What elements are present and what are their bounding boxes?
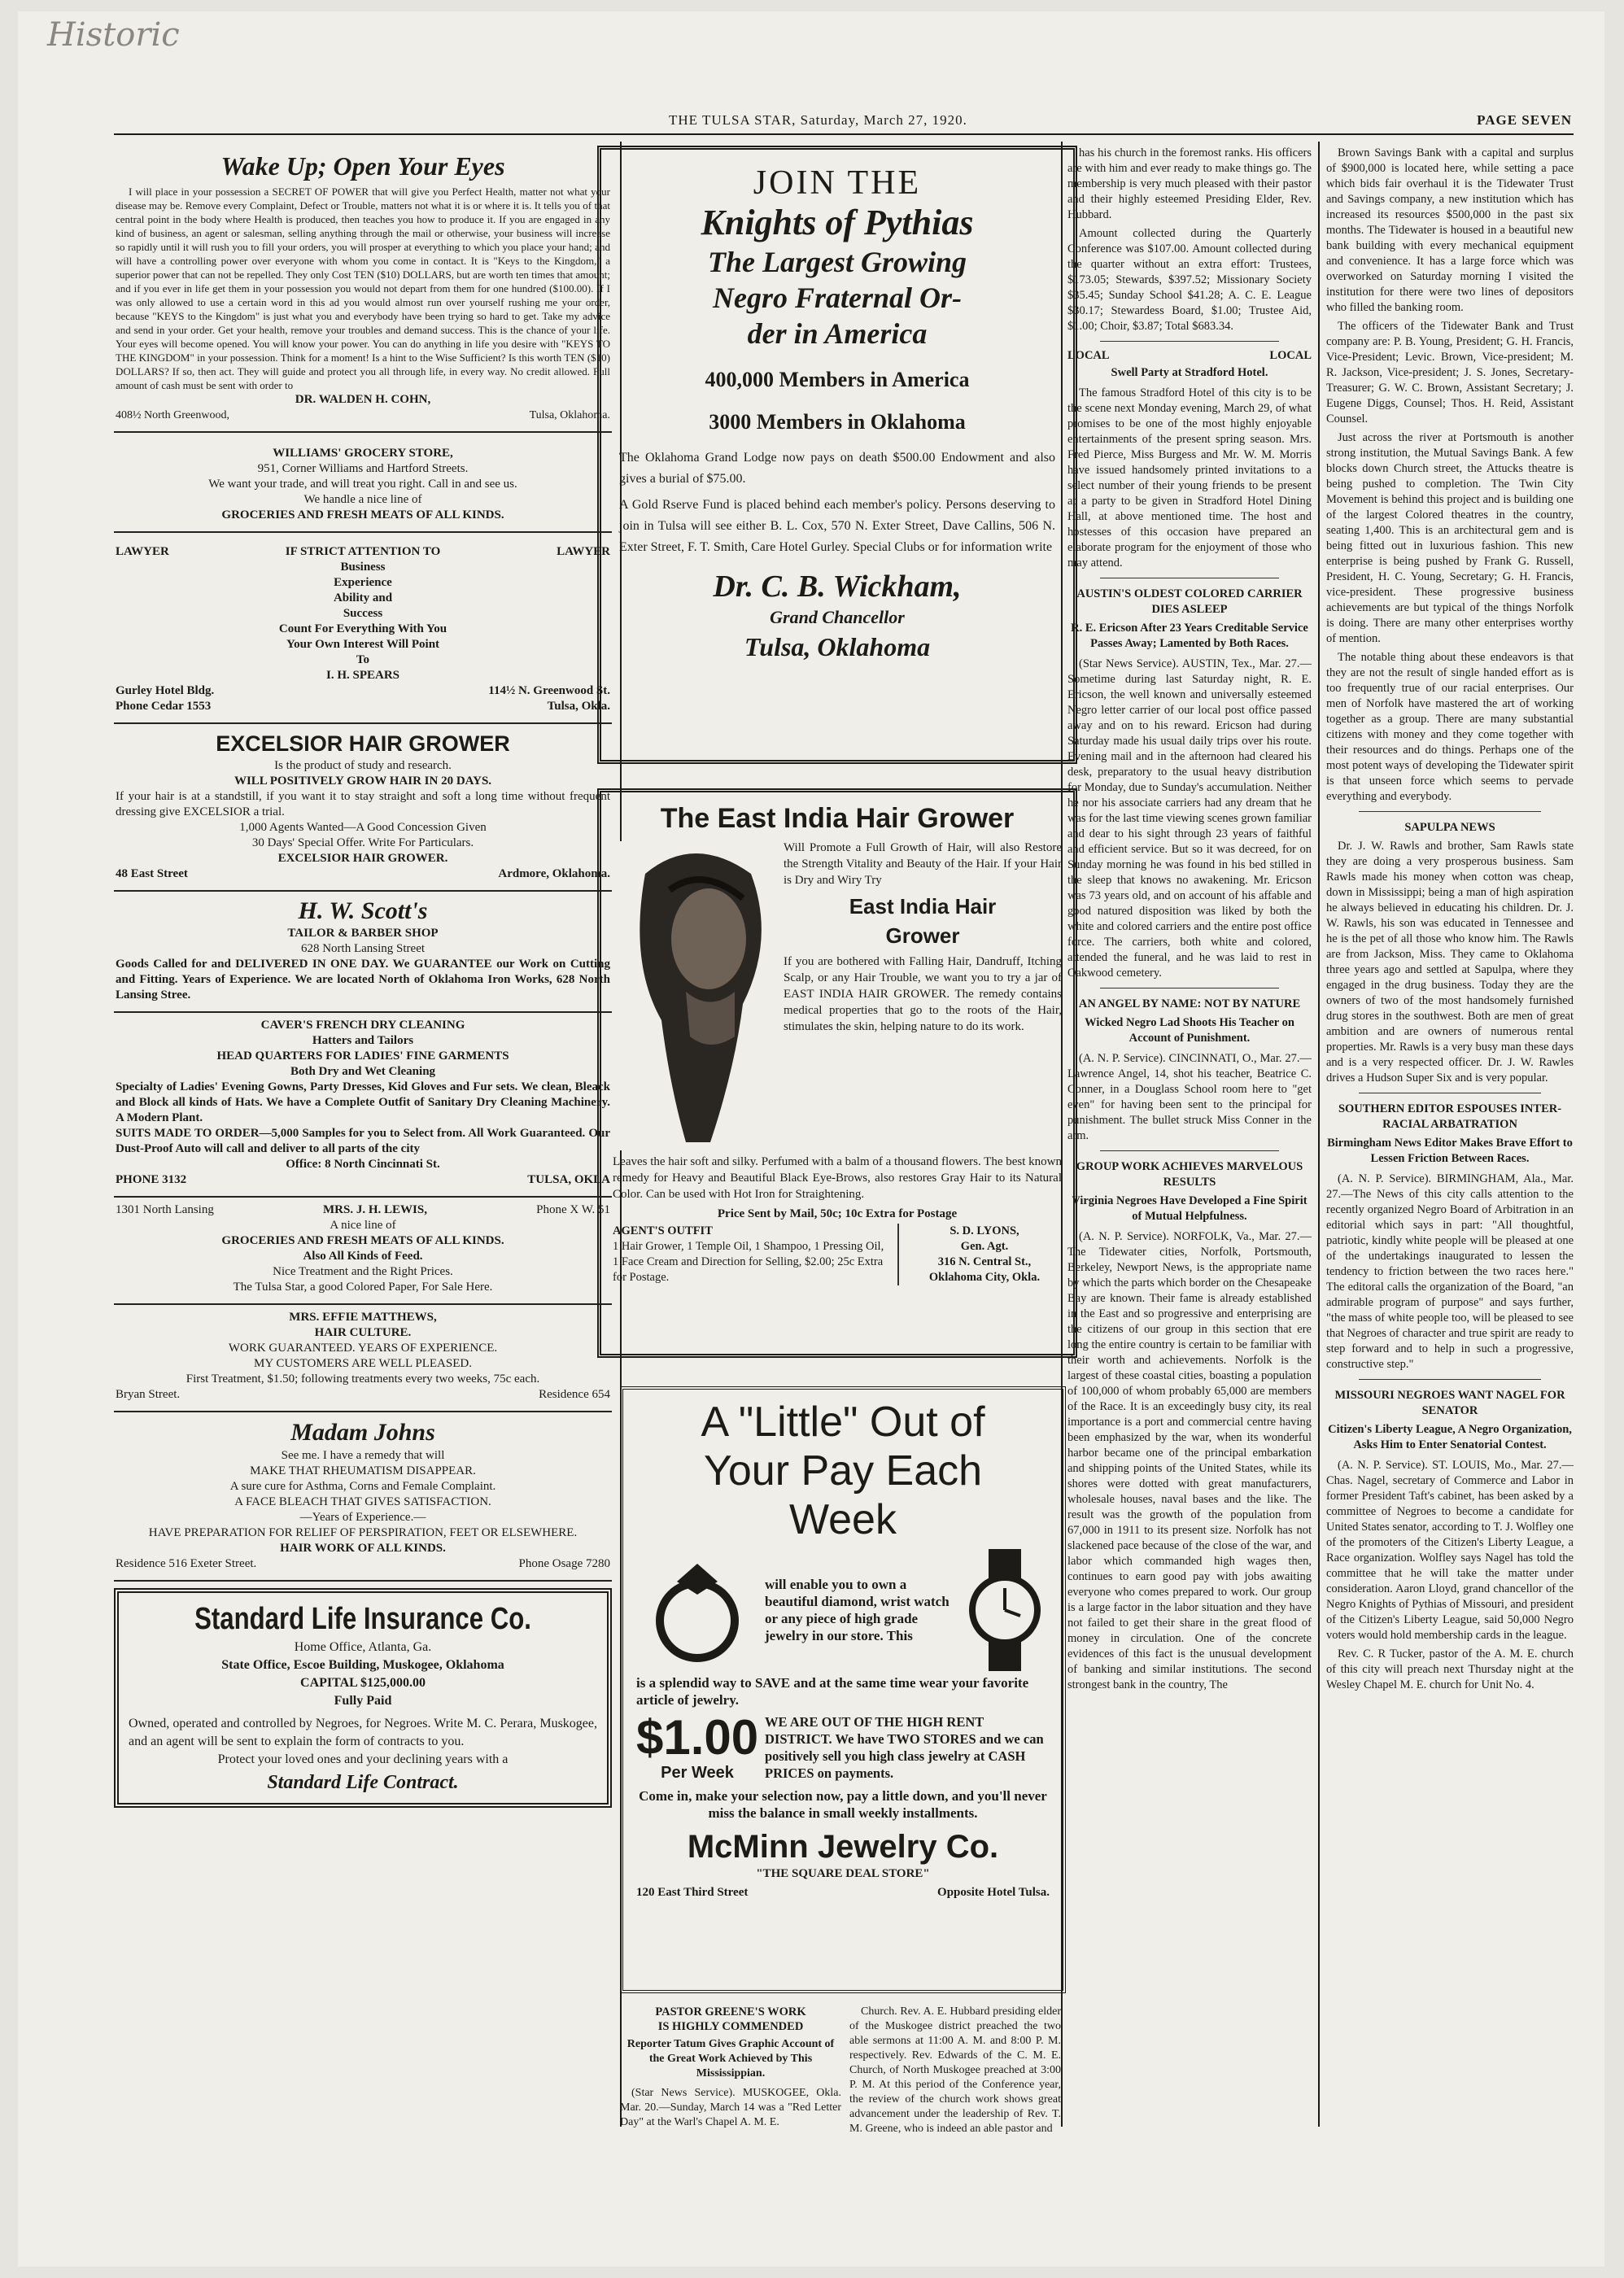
standard-line1: Home Office, Atlanta, Ga.: [294, 1640, 432, 1654]
agent-outfit-title: AGENT'S OUTFIT: [613, 1224, 713, 1237]
agent-street: 316 N. Central St.,: [937, 1255, 1032, 1268]
scott-sub: TAILOR & BARBER SHOP: [287, 927, 439, 940]
column-rule: [1318, 142, 1320, 2127]
pythias-line3: The Largest Growing: [707, 246, 967, 278]
east-india-body2: Leaves the hair soft and silky. Perfumed with a balm of a thousand flowers. The best known remedy for Heavy and Beautiful Black Eye-Brows, also restores Gray Hair to its Natural Color. Can be used with Hot Iron for Straightening.: [613, 1155, 1062, 1201]
scott-ad: [114, 892, 612, 1013]
mcminn-body: is a splendid way to SAVE and at the same time wear your favorite article of jewelry.: [636, 1675, 1029, 1708]
pythias-line1: JOIN THE: [753, 164, 922, 202]
lawyer-city: Tulsa, Okla.: [547, 700, 610, 713]
local-label-2: LOCAL: [1269, 349, 1312, 362]
east-india-sub1: East India Hair: [849, 894, 997, 919]
southern-sub: Birmingham News Editor Makes Brave Effort to Lessen Friction Between Races.: [1327, 1137, 1573, 1165]
matthews-ad: [114, 1305, 612, 1412]
pythias-body2: A Gold Rserve Fund is placed behind each member's policy. Persons deserving to join in Tulsa will see either B. L. Cox, 570 N. Exter Street, Dave Callins, 506 N. Exter Street, F. T. Smith, Care Hotel Gurley. Special Clubs or for information write: [619, 498, 1055, 554]
lawyer-line3: To: [356, 653, 370, 666]
mcminn-line3: Week: [789, 1496, 897, 1543]
mcminn-body2: Come in, make your selection now, pay a little down, and you'll never miss the balance in small weekly installments.: [639, 1788, 1047, 1821]
lawyer-line2: Your Own Interest Will Point: [286, 638, 440, 651]
mcminn-slogan: "THE SQUARE DEAL STORE": [756, 1867, 930, 1880]
excelsior-city: Ardmore, Oklahoma.: [498, 867, 610, 880]
standard-line3: CAPITAL $125,000.00: [300, 1676, 426, 1690]
group-sub: Virginia Negroes Have Developed a Fine Spirit of Mutual Helpfulness.: [1072, 1194, 1307, 1223]
johns-line1: See me. I have a remedy that will: [281, 1449, 445, 1462]
grocery-ad: [114, 433, 612, 533]
column-four: [1326, 146, 1574, 2114]
southern-head: SOUTHERN EDITOR ESPOUSES INTER-RACIAL ARBATRATION: [1338, 1102, 1562, 1131]
matthews-sub: HAIR CULTURE.: [314, 1326, 412, 1339]
standard-line4: Fully Paid: [334, 1694, 392, 1708]
lewis-line1: A nice line of: [330, 1219, 396, 1232]
caver-sub2: HEAD QUARTERS FOR LADIES' FINE GARMENTS: [216, 1050, 509, 1063]
east-india-ad: [597, 788, 1077, 1358]
caver-ad: [114, 1013, 612, 1198]
lawyer-line1: Count For Everything With You: [278, 622, 447, 635]
column-three: [1067, 146, 1312, 2114]
cohn-ad: [114, 146, 612, 433]
caver-city: TULSA, OKLA: [527, 1173, 610, 1186]
missouri-sub: Citizen's Liberty League, A Negro Organization, Asks Him to Enter Senatorial Contest.: [1328, 1423, 1572, 1451]
group-head: GROUP WORK ACHIEVES MARVELOUS RESULTS: [1076, 1160, 1303, 1189]
caver-sub3: Both Dry and Wet Cleaning: [290, 1065, 436, 1078]
lewis-line3: Also All Kinds of Feed.: [303, 1250, 423, 1263]
greene-story: [620, 2005, 841, 2133]
missouri-head: MISSOURI NEGROES WANT NAGEL FOR SENATOR: [1334, 1389, 1565, 1417]
mcminn-ring: will enable you to own a beautiful diamond, wrist watch or any piece of high grade jewelry in our store. This: [765, 1577, 950, 1643]
agent-title: Gen. Agt.: [960, 1240, 1009, 1253]
greene-head2: IS HIGHLY COMMENDED: [657, 2020, 804, 2033]
angel-sub: Wicked Negro Lad Shoots His Teacher on Account of Punishment.: [1085, 1016, 1294, 1045]
greene-head1: PASTOR GREENE'S WORK: [655, 2005, 806, 2018]
matthews-line3: First Treatment, $1.50; following treatments every two weeks, 75c each.: [186, 1372, 540, 1386]
masthead-date: THE TULSA STAR, Saturday, March 27, 1920.: [669, 112, 967, 128]
matthews-street: Bryan Street.: [116, 1388, 181, 1401]
east-india-title: The East India Hair Grower: [660, 803, 1015, 834]
matthews-line1: WORK GUARANTEED. YEARS OF EXPERIENCE.: [228, 1342, 498, 1355]
mcminn-address: 120 East Third Street: [636, 1886, 749, 1899]
column-one: [114, 146, 612, 1808]
local-label: LOCAL: [1067, 349, 1110, 362]
johns-res: Residence 516 Exeter Street.: [116, 1557, 257, 1570]
agent-name: S. D. LYONS,: [950, 1224, 1019, 1237]
excelsior-body: If your hair is at a standstill, if you want it to stay straight and soft a long time without frequent dressing give EXCELSIOR a trial.: [116, 790, 610, 818]
greene-story-cont: [849, 2005, 1061, 2140]
mcminn-price-sub: Per Week: [661, 1764, 734, 1782]
lawyer-name: I. H. SPEARS: [325, 669, 400, 682]
header-rule: [114, 133, 1574, 135]
grocery-line1: We want your trade, and will treat you right. Call in and see us.: [208, 478, 517, 491]
mcminn-line2: Your Pay Each: [703, 1447, 983, 1495]
group-body: (A. N. P. Service). NORFOLK, Va., Mar. 27.—The Tidewater cities, Norfolk, Portsmouth, Berkeley, Newport News, is the appropriate name by which the parts which border on the Chesapeake Bay are known. Their fame is already established in the East and so progressive and enterprising are the citizens of our group in this section that ere long the entire country is certain to be familiar with their worth and achievements. Norfolk is the largest of these coastal cities, boasting a population of 100,000 of whom probably 65,000 are members of the Race. It is an exceedingly busy city, its real importance is a port and commercial centre having been emphasized by the war, when its wonderful harbor became one of the principal embarkation and shipping points of the United States, while its shores were dotted with great manufacturers, wholesale houses, naval bases and the like. The result was the growth of the population from 67,000 in 1911 to its present size. Norfolk has not slackened pace because of the close of the war, and labor which commanded high wages then, continues to earn good pay with jobs awaiting everyone who comes prepared to work. Our group is a large factor in the labor situation and they have not failed to get their share in the great flood of money in circulation. One of the concrete evidences of this fact is the unusual development of banking and similar institutions. The second strongest bank in the country, The: [1067, 1230, 1312, 1691]
austin-head: AUSTIN'S OLDEST COLORED CARRIER DIES ASLEEP: [1076, 587, 1303, 616]
lawyer-street: 114½ N. Greenwood St.: [488, 684, 610, 697]
standard-life-ad: [114, 1588, 612, 1808]
johns-line2: MAKE THAT RHEUMATISM DISAPPEAR.: [250, 1464, 476, 1477]
lawyer-head: IF STRICT ATTENTION TO: [285, 545, 441, 558]
pythias-line4: Negro Fraternal Or-: [712, 281, 963, 314]
excelsior-line1: Is the product of study and research.: [274, 759, 452, 772]
cohn-body: I will place in your possession a SECRET OF POWER that will give you Perfect Health, matter not what your disease may be. Remove every Complaint, Defect or Trouble, matters not what it is or where it is. It tells you of that central point in the body where Health is produced, then teaches you how to produce it. If you are engaged in any kind of business, an agent or salesman, selling anything through the mail or otherwise, your business will increase so rapidly until it will rush you to fill your orders, you will prosper at everything to which you place your hand; and will have a controlling power over everyone with whom you come in contact. It is "Keys to the Kingdom," a superior power that can not be repelled. They only Cost TEN ($10) DOLLARS, but are worth ten times that amount; and if you ever in life get them in your possession you would not depart from them for one hundred ($100.00). If I was only allowed to use a certain word in this ad you would almost run over yourself rushing me your order, because "KEYS to the Kingdom" is just what you and everybody have been trying so hard to get. Take my advice and send in your order. Get your health, remove your troubles and demand success. This is the chance of your life. Your eyes will become opened. You will know your power. You can do anything in life you desire with "KEYS TO THE KINGDOM" in your possession. Think for a moment! Is a hint to the Wise Sufficient? Is this worth TEN ($10) DOLLARS? If so, then act. They will guide and protect you all through life, in every way. No credit allowed. Full amount of cash must be sent with order to: [116, 185, 610, 391]
austin-body: (Star News Service). AUSTIN, Tex., Mar. 27.—Sometime during last Saturday night, R. E. Ericson, the well known and universally esteemed Negro letter carrier of our local post office passed away and on to his reward. Ericson had during Saturday made his usual daily trips over his route. Evening mail and in the afternoon had cleared his desk, preparatory to the usual heavy distribution for Monday, due to Sunday's accumulation. Neither he nor his associate carriers had any dream that he was for the last time viewing scenes grown familiar and dear to his sight through 23 years of faithful and efficient service. But so it was decreed, for on Sunday morning he was found in his bed stilled in the sleep that knows no awakening. Mr. Ericson was 73 years old, and on account of his affable and good natured disposition was liked by both the white and colored carriers and the entire post office force. The carriers, both white and colored, attended the funeral, and he was laid to rest in Oakwood cemetery.: [1067, 657, 1312, 980]
mcminn-price: $1.00: [636, 1710, 759, 1765]
lawyer-right: LAWYER: [557, 545, 610, 558]
diamond-ring-icon: [636, 1557, 758, 1663]
newspaper-page: [18, 11, 1604, 2267]
east-india-sub2: Grower: [885, 923, 960, 948]
lawyer-item: Success: [343, 607, 383, 620]
grocery-line2: We handle a nice line of: [303, 493, 422, 506]
johns-line7: HAIR WORK OF ALL KINDS.: [280, 1542, 446, 1555]
johns-line4: A FACE BLEACH THAT GIVES SATISFACTION.: [234, 1495, 491, 1508]
pythias-city: Tulsa, Oklahoma: [744, 632, 931, 661]
mcminn-opposite: Opposite Hotel Tulsa.: [937, 1886, 1050, 1899]
excelsior-street: 48 East Street: [116, 867, 188, 880]
standard-line5: Protect your loved ones and your declining years with a: [217, 1752, 509, 1766]
cohn-title: Wake Up; Open Your Eyes: [220, 151, 505, 181]
greene-amount: Amount collected during the Quarterly Conference was $107.00. Amount collected during the quarter without an extra effort: Trustees, $173.05; Stewards, $397.52; Missionary Society $35.45; Sunday School $41.28; A. C. E. League $30.17; Stewardess Board, $1.00; Trustee Aid, $1.00; Choir, $3.87; Total $683.34.: [1067, 227, 1312, 333]
standard-footer: Standard Life Contract.: [267, 1772, 459, 1793]
caver-phone: PHONE 3132: [116, 1173, 187, 1186]
lawyer-phone: Phone Cedar 1553: [116, 700, 212, 713]
scott-title: H. W. Scott's: [298, 897, 428, 924]
lewis-phone: Phone X W. 51: [536, 1203, 610, 1216]
johns-line3: A sure cure for Asthma, Corns and Female Complaint.: [229, 1480, 496, 1493]
lawyer-item: Experience: [334, 576, 392, 589]
sapulpa-head: SAPULPA NEWS: [1404, 821, 1495, 834]
mcminn-line1: A "Little" Out of: [701, 1399, 985, 1446]
sapulpa-body: Dr. J. W. Rawls and brother, Sam Rawls state they are doing a very prosperous business. Sam Rawls made his money when cotton was cheap, down in Mississippi; being a man of high aspiration he always believed in educating his children. Dr. J. W. Rawls, his son was educated in Tennessee and he is the pet of all those who know him. The Rawls are from Jackson, Miss. They came to Oklahoma three years ago and settled at Sapulpa, where they engaged in the drug business. Today they are the owners of two of the most handsomely furnished drug stores in the southwest. Both are men of great ambition and are owners of numerous rental properties. Mr. Rawls is a very busy man these days and is a very respected officer. Dr. J. W. Rawles drives a Hudson Super Six and is very popular.: [1326, 840, 1574, 1084]
greene-cont: has his church in the foremost ranks. His officers are with him and ever ready to make things go. The membership is very much pleased with their pastor and their highly esteemed Presiding Elder, Rev. Hubbard.: [1067, 146, 1312, 221]
lewis-line5: The Tulsa Star, a good Colored Paper, For Sale Here.: [233, 1281, 493, 1294]
johns-ad: [114, 1412, 612, 1582]
mcminn-name: McMinn Jewelry Co.: [687, 1829, 999, 1865]
lewis-addr: 1301 North Lansing: [116, 1203, 214, 1216]
lewis-line4: Nice Treatment and the Right Prices.: [273, 1265, 453, 1278]
matthews-name: MRS. EFFIE MATTHEWS,: [289, 1311, 437, 1324]
excelsior-line3: 1,000 Agents Wanted—A Good Concession Given: [239, 821, 487, 834]
wrist-watch-icon: [960, 1549, 1050, 1671]
east-india-price: Price Sent by Mail, 50c; 10c Extra for Postage: [717, 1207, 958, 1220]
matthews-res: Residence 654: [539, 1388, 610, 1401]
lewis-line2: GROCERIES AND FRESH MEATS OF ALL KINDS.: [221, 1234, 504, 1247]
caver-body: Specialty of Ladies' Evening Gowns, Party Dresses, Kid Gloves and Fur sets. We clean, Bleack and Block all kinds of Hats. We have a Complete Outfit of Sanitary Dry Cleaning Machinery. A Modern Plant.: [116, 1080, 610, 1124]
east-india-body: If you are bothered with Falling Hair, Dandruff, Itching Scalp, or any Hair Trouble, we want you to try a jar of EAST INDIA HAIR GROWER. The remedy contains medical properties that go to the roots of the Hair, stimulates the skin, helping nature to do its work.: [784, 955, 1062, 1033]
greene-body: (Star News Service). MUSKOGEE, Okla. Mar. 20.—Sunday, March 14 was a "Red Letter Day" at the Warl's Chapel A. M. E.: [620, 2087, 841, 2128]
swell-head: Swell Party at Stradford Hotel.: [1111, 366, 1268, 379]
lawyer-bldg: Gurley Hotel Bldg.: [116, 684, 215, 697]
matthews-line2: MY CUSTOMERS ARE WELL PLEASED.: [254, 1357, 472, 1370]
johns-line5: —Years of Experience.—: [299, 1511, 426, 1524]
excelsior-line5: EXCELSIOR HAIR GROWER.: [277, 852, 448, 865]
standard-body: Owned, operated and controlled by Negroes, for Negroes. Write M. C. Perara, Muskogee, and an agent will be sent to explain the form of contracts to you.: [129, 1717, 597, 1748]
pythias-line2: Knights of Pythias: [701, 203, 974, 242]
johns-title: Madam Johns: [290, 1419, 435, 1446]
lawyer-item: Ability and: [333, 591, 393, 604]
pythias-name: Dr. C. B. Wickham,: [713, 570, 962, 604]
southern-body: (A. N. P. Service). BIRMINGHAM, Ala., Mar. 27.—The News of this city calls attention to the recently organized Negro Board of Arbitration in an editorial which says in part: "All thoughtful, patriotic, kindly white people will be pleased at one of the undertakings inaugurated to lessen the tendency to friction between the two races here." The editoral calls the organization of the Board, "an admirable program of purpose" and says further, "the mass of white people too, will be pleased to see that Negroes of character and true spirit are ready to step forward and to help in such a progressive, constructive step.": [1326, 1172, 1574, 1371]
excelsior-line4: 30 Days' Special Offer. Write For Particulars.: [251, 836, 474, 849]
scott-body: Goods Called for and DELIVERED IN ONE DAY. We GUARANTEE our Work on Cutting and Fitting. Years of Experience. We are located North of Oklahoma Iron Works, 628 North Lansing Stree.: [116, 958, 610, 1002]
angel-head: AN ANGEL BY NAME: NOT BY NATURE: [1078, 997, 1301, 1010]
grocery-title: WILLIAMS' GROCERY STORE,: [273, 447, 453, 460]
pythias-line5: der in America: [747, 317, 928, 350]
caver-body2: SUITS MADE TO ORDER—5,000 Samples for you to Select from. All Work Guaranteed. Our Dust-Proof Auto will call and deliver to all parts of the city: [116, 1127, 610, 1155]
caver-sub1: Hatters and Tailors: [312, 1034, 414, 1047]
agent-outfit-body: 1 Hair Grower, 1 Temple Oil, 1 Shampoo, 1 Pressing Oil, 1 Face Cream and Direction for Selling, $2.00; 25c Extra for Postage.: [613, 1240, 884, 1284]
lewis-name: MRS. J. H. LEWIS,: [323, 1203, 427, 1216]
norfolk-cont4: The notable thing about these endeavors is that they are not the result of single handed effort as is too frequently true of our racial enterprises. Our men of Norfolk have mastered the art of working together as a group. There are many substantial citizens with money and they come together with their resources and do things. Perhaps one of the most potent ways of developing the Tidewater spirit is that unseen force which seems to pervade everything and everybody.: [1326, 651, 1574, 803]
woman-portrait-image: [613, 841, 775, 1150]
agent-city: Oklahoma City, Okla.: [928, 1271, 1041, 1284]
missouri-body: (A. N. P. Service). ST. LOUIS, Mo., Mar. 27.—Chas. Nagel, secretary of Commerce and Labor in former President Taft's cabinet, has been asked by a committee of Negroes to become a candidate for United States senator, according to T. J. Wolfley one of the promoters of the Citizen's Liberty League, a Race organization. Wolfley says Nagel has told the committee that he will take the matter under consideration. Aaron Lloyd, grand chancellor of the Negro Knights of Pythias of Missouri, and president of the Citizen's Liberty League, said 50,000 Negro voters would hold membership cards in the league.: [1326, 1459, 1574, 1642]
norfolk-cont2: The officers of the Tidewater Bank and Trust company are: P. B. Young, President; G. H. Francis, Vice-President; Levic. Brown, Vice-president; M. R. Jackson, Vice-president; J. S. Jones, Secretary-Treasurer; G. W. C. Brown, Assistant Secretary; J. Eugene Diggs, Counsel; Thos. H. Reid, Assistant Counsel.: [1326, 320, 1574, 425]
grocery-address: 951, Corner Williams and Hartford Streets.: [257, 462, 469, 475]
lawyer-item: Business: [340, 561, 386, 574]
standard-line2: State Office, Escoe Building, Muskogee, Oklahoma: [221, 1658, 504, 1672]
caver-office: Office: 8 North Cincinnati St.: [286, 1158, 440, 1171]
johns-phone: Phone Osage 7280: [518, 1557, 610, 1570]
pythias-members2: 3000 Members in Oklahoma: [709, 410, 966, 434]
scott-address: 628 North Lansing Street: [300, 942, 426, 955]
mcminn-ad: [620, 1386, 1066, 1993]
excelsior-line2: WILL POSITIVELY GROW HAIR IN 20 DAYS.: [234, 775, 492, 788]
caver-title: CAVER'S FRENCH DRY CLEANING: [260, 1019, 465, 1032]
page-number: PAGE SEVEN: [1477, 112, 1572, 128]
cohn-city: Tulsa, Oklahoma.: [529, 409, 610, 421]
norfolk-cont3: Just across the river at Portsmouth is another strong institution, the Mutual Savings Bank. A few blocks down Church street, the Attucks theatre is being pushed to completion. The Twin City Movement is behind this project and is building one of the largest Colored theatres in the country, seating 1,400. This is an architectural gem and is being fitted out in luxurious fashion. This new enterprise is being pushed by Frank G. Russell, President, H. C. Young, Secretary; G. H. Francis, vice-president. These progressive business achievements are but typical of the things Norfolk is doing. There are many other enterprises worthy of mention.: [1326, 431, 1574, 645]
excelsior-ad: [114, 724, 612, 892]
east-india-intro: Will Promote a Full Growth of Hair, will also Restore the Strength Vitality and Beauty of the Hair. If your Hair is Dry and Wiry Try: [784, 841, 1062, 887]
johns-line6: HAVE PREPARATION FOR RELIEF OF PERSPIRATION, FEET OR ELSEWHERE.: [148, 1526, 578, 1539]
cohn-address: 408½ North Greenwood,: [116, 409, 229, 421]
angel-body: (A. N. P. Service). CINCINNATI, O., Mar. 27.—Lawrence Angel, 14, shot his teacher, Beatrice C. Conner, in a Douglass School room here to "get even" for having been sent to the principal for punishment. The bullet struck Miss Conner in the arm.: [1067, 1052, 1312, 1142]
pythias-body: The Oklahoma Grand Lodge now pays on death $500.00 Endowment and also gives a burial of $75.00.: [619, 451, 1055, 486]
austin-sub: R. E. Ericson After 23 Years Creditable Service Passes Away; Lamented by Both Races.: [1071, 622, 1308, 650]
lawyer-left: LAWYER: [116, 545, 169, 558]
mcminn-side: WE ARE OUT OF THE HIGH RENT DISTRICT. We have TWO STORES and we can positively sell you high class jewelry at CASH PRICES on payments.: [765, 1713, 1044, 1781]
greene-sub: Reporter Tatum Gives Graphic Account of the Great Work Achieved by This Mississippian.: [626, 2038, 835, 2079]
tucker-note: Rev. C. R Tucker, pastor of the A. M. E. church of this city will preach next Thursday night at the Wesley Chapel M. E. church for Unit No. 4.: [1326, 1647, 1574, 1691]
cohn-signer: DR. WALDEN H. COHN,: [295, 393, 431, 406]
lewis-ad: [114, 1198, 612, 1305]
standard-title: Standard Life Insurance Co.: [194, 1602, 531, 1636]
grocery-line3: GROCERIES AND FRESH MEATS OF ALL KINDS.: [221, 508, 504, 521]
greene-body2: Church. Rev. A. E. Hubbard presiding elder of the Muskogee district preached the two able sermons at 11:00 A. M. and 8:00 P. M. respectively. Rev. Edwards of the C. M. E. Church, of North Muskogee preached at 3:00 P. M. At this period of the Conference year, the review of the church work shows great advancement under the leadership of Rev. T. M. Greene, who is indeed an able pastor and: [849, 2005, 1061, 2135]
excelsior-title: EXCELSIOR HAIR GROWER: [216, 731, 510, 756]
handwritten-note: Historic: [47, 16, 180, 54]
pythias-ad: [597, 146, 1077, 764]
pythias-title: Grand Chancellor: [770, 607, 905, 627]
lawyer-ad: [114, 533, 612, 724]
pythias-members1: 400,000 Members in America: [705, 368, 970, 391]
norfolk-cont: Brown Savings Bank with a capital and surplus of $900,000 is located here, while setting a pace which bids fair overhaul it is the Tidewater Trust and Savings company, a new institution which has increased its resources $500,000 in the past six months. The Tidewater is housed in a beautiful new bank building with every mechanical equipment and convenience. It has a large force which was overworked on Saturday morning I visited the institution for there were two lines of depositors who filled the banking room.: [1326, 146, 1574, 314]
swell-body: The famous Stradford Hotel of this city is to be the scene next Monday evening, March 29, of what promises to be one of the most highly enjoyable entertainments of the present spring season. Mrs. Fred Pierce, Miss Burgess and Mr. W. M. Morris have issued handsomely printed invitations to a select number of their young friends to be present at a party to be given in Stradford Hotel Dining Hall, at above mentioned time. The host and hostesses of this occasion have prepared an elaborate program for the enjoyment of those who may attend.: [1067, 386, 1312, 570]
